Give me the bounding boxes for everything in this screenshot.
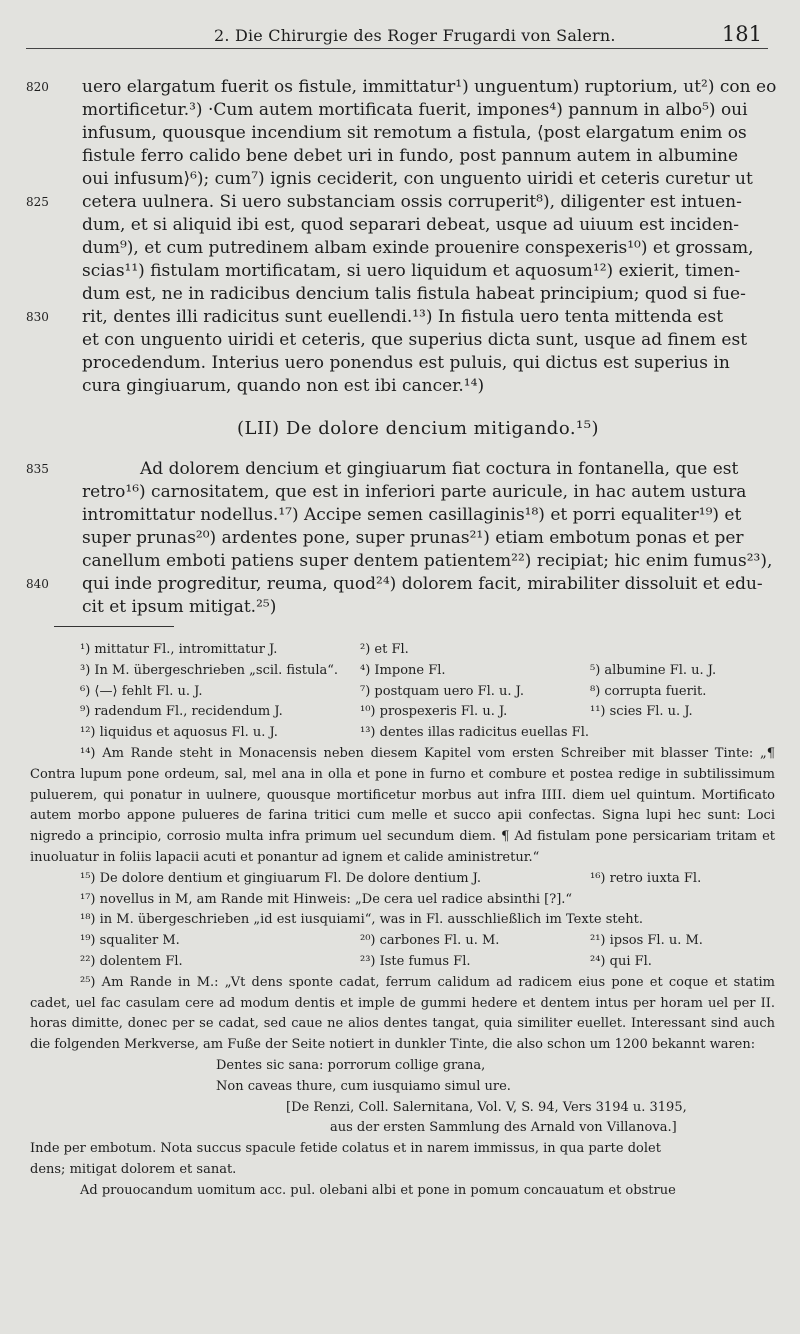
- line-text: dum, et si aliquid ibi est, quod separari debeat, usque ad uiuum est inciden-: [82, 215, 740, 235]
- line-text: mortificetur.³) ·Cum autem mortificata fuerit, impones⁴) pannum in albo⁵) oui: [82, 100, 748, 120]
- line-text: dum est, ne in radicibus dencium talis fistula habeat principium; quod si fue-: [82, 284, 746, 304]
- footnote: ²⁴) qui Fl.: [590, 953, 652, 969]
- footnote: ¹¹) scies Fl. u. J.: [590, 704, 693, 720]
- line-number: 840: [26, 577, 49, 591]
- footnote: ¹⁵) De dolore dentium et gingiuarum Fl. De dolore dentium J.: [80, 870, 482, 886]
- source-citation: aus der ersten Sammlung des Arnald von Villanova.]: [330, 1120, 677, 1136]
- footnote: ²⁰) carbones Fl. u. M.: [360, 933, 500, 949]
- footnote: ⁹) radendum Fl., recidendum J.: [80, 704, 283, 720]
- text-line: [22, 76, 777, 99]
- footnote: ¹²) liquidus et aquosus Fl. u. J.: [80, 725, 278, 741]
- line-text: intromittatur nodellus.¹⁷) Accipe semen casillaginis¹⁸) et porri equaliter¹⁹) et: [82, 505, 742, 525]
- text-line: [22, 527, 774, 550]
- line-text: super prunas²⁰) ardentes pone, super prunas²¹) etiam embotum ponas et per: [82, 528, 744, 548]
- footnote: ⁷) postquam uero Fl. u. J.: [360, 683, 525, 699]
- line-text: infusum, quousque incendium sit remotum a fistula, ⟨post elargatum enim os: [82, 123, 747, 143]
- footnote-continuation: dens; mitigat dolorem et sanat.: [30, 1161, 237, 1177]
- text-line: [22, 481, 774, 504]
- text-line: [22, 168, 774, 191]
- footnote: ¹) mittatur Fl., intromittatur J.: [80, 642, 278, 657]
- line-text: dum⁹), et cum putredinem albam exinde prouenire conspexeris¹⁰) et grossam,: [82, 238, 754, 258]
- line-text: rit, dentes illi radicitus sunt euellendi.¹³) In fistula uero tenta mittenda est: [82, 307, 724, 327]
- line-text: uero elargatum fuerit os fistule, immittatur¹) unguentum) ruptorium, ut²) con eo: [82, 77, 777, 97]
- running-header: [26, 20, 768, 49]
- footnote-18: ¹⁸) in M. übergeschrieben „id est iusquiami“, was in Fl. ausschließlich im Texte steht.: [80, 912, 644, 928]
- line-text: Ad dolorem dencium et gingiuarum fiat coctura in fontanella, que est: [140, 459, 739, 479]
- footnote-row: [30, 952, 775, 973]
- footnote-continuation: Ad prouocandum uomitum acc. pul. olebani albi et pone in pomum concauatum et obstrue: [80, 1182, 676, 1198]
- text-line: [22, 573, 774, 596]
- text-line: [22, 214, 774, 237]
- footnote: ⁴) Impone Fl.: [360, 662, 446, 678]
- line-number: 825: [26, 195, 49, 209]
- footnote: ²) et Fl.: [360, 642, 409, 657]
- footnote-continuation: Inde per embotum. Nota succus spacule fetide colatus et in narem immissus, in qua parte dolet: [30, 1141, 661, 1157]
- footnote-rule: [54, 626, 174, 627]
- footnote-row: [30, 723, 775, 744]
- text-line: [22, 237, 774, 260]
- footnote: ¹⁹) squaliter M.: [80, 933, 180, 949]
- text-line: [22, 329, 774, 352]
- footnote: ⁵) albumine Fl. u. J.: [590, 662, 717, 678]
- text-line: [22, 352, 774, 375]
- text-line: [22, 550, 774, 573]
- running-title: 2. Die Chirurgie des Roger Frugardi von Salern.: [214, 26, 616, 45]
- footnote: ¹³) dentes illas radicitus euellas Fl.: [360, 725, 589, 741]
- text-line: [22, 145, 774, 168]
- footnote: ²²) dolentem Fl.: [80, 953, 183, 969]
- text-line: [22, 260, 774, 283]
- text-line: [22, 191, 774, 214]
- footnote: ¹⁰) prospexeris Fl. u. J.: [360, 704, 508, 720]
- line-number: 820: [26, 80, 49, 94]
- page-number: 181: [721, 22, 762, 46]
- line-text: scias¹¹) fistulam mortificatam, si uero liquidum et aquosum¹²) exierit, timen-: [82, 261, 741, 281]
- main-text: [22, 76, 777, 619]
- footnote-25: ²⁵) Am Rande in M.: „Vt dens sponte cadat, ferrum calidum ad radicem eius pone et coque et statim cadet, uel fac casulam cere ad modum dentis et imple de gummi hedere et dentem intus per horam uel per II. horas dimitte, donec per se cadat, sed caue ne alios dentes tangat, quia similiter euellet. Interessant sind auch die folgenden Merkverse, am Fuße der Seite notiert in dunkler Tinte, die also schon um 1200 bekannt waren:: [30, 974, 775, 1053]
- line-text: retro¹⁶) carnositatem, que est in inferiori parte auricule, in hac autem ustura: [82, 482, 747, 502]
- text-line: [22, 596, 774, 619]
- line-text: cetera uulnera. Si uero substanciam ossis corruperit⁸), diligenter est intuen-: [82, 192, 742, 212]
- footnote: ¹⁶) retro iuxta Fl.: [590, 870, 702, 886]
- footnote-row: [30, 869, 775, 890]
- footnote: ⁸) corrupta fuerit.: [590, 683, 707, 699]
- line-text: cura gingiuarum, quando non est ibi cancer.¹⁴): [82, 376, 485, 396]
- footnote: ³) In M. übergeschrieben „scil. fistula“.: [80, 662, 339, 678]
- text-line: [22, 504, 774, 527]
- line-text: canellum emboti patiens super dentem patientem²²) recipiat; hic enim fumus²³),: [82, 551, 773, 571]
- line-text: qui inde progreditur, reuma, quod²⁴) dolorem facit, mirabiliter dissoluit et edu-: [82, 574, 763, 594]
- text-line: [22, 375, 774, 398]
- line-text: fistule ferro calido bene debet uri in fundo, post pannum autem in albumine: [82, 146, 739, 166]
- verse-line: Non caveas thure, cum iusquiamo simul ure.: [216, 1078, 511, 1094]
- footnote-17: ¹⁷) novellus in M, am Rande mit Hinweis: „De cera uel radice absinthi [?].“: [80, 891, 573, 907]
- footnote-14: ¹⁴) Am Rande steht in Monacensis neben diesem Kapitel vom ersten Schreiber mit blasser Tinte: „¶ Contra lupum pone ordeum, sal, mel ana in olla et pone in furno et combure et postea redige in subtilissimum puluerem, qui ponatur in uulnere, quousque mortificetur morbus aut infra IIII. diem uel quintum. Mortificato autem morbo appone pulueres de farina tritici cum melle et succo apii confectas. Signa lupi hec sunt: Loci nigredo a principio, corrosio multa infra primum uel secundum diem. ¶ Ad fistulam pone persicariam tritam et inuoluatur in foliis lapacii acuti et ponantur ad ignem et calide aministretur.“: [30, 745, 775, 865]
- text-line: [22, 283, 774, 306]
- footnote-row: [30, 702, 775, 723]
- text-line: [22, 99, 774, 122]
- footnote: ²¹) ipsos Fl. u. M.: [590, 933, 703, 949]
- text-line: [22, 458, 774, 481]
- section-heading: (LII) De dolore dencium mitigando.¹⁵): [236, 418, 600, 439]
- line-number: 830: [26, 310, 49, 324]
- footnote-row: [30, 931, 775, 952]
- footnote: ⁶) ⟨—⟩ fehlt Fl. u. J.: [80, 683, 203, 699]
- line-number: 835: [26, 462, 49, 476]
- text-line: [22, 306, 774, 329]
- verse-line: Dentes sic sana: porrorum collige grana,: [216, 1057, 486, 1073]
- footnote-row: [30, 640, 775, 661]
- footnotes: [30, 640, 775, 1202]
- text-line: [22, 122, 774, 145]
- footnote-row: [30, 661, 775, 682]
- footnote: ²³) Iste fumus Fl.: [360, 953, 471, 969]
- line-text: oui infusum⟩⁶); cum⁷) ignis ceciderit, con unguento uiridi et ceteris curetur ut: [82, 169, 753, 189]
- source-citation: [De Renzi, Coll. Salernitana, Vol. V, S. 94, Vers 3194 u. 3195,: [286, 1099, 687, 1115]
- line-text: procedendum. Interius uero ponendus est puluis, qui dictus est superius in: [82, 353, 730, 373]
- footnote-row: [30, 682, 775, 703]
- line-text: et con unguento uiridi et ceteris, que superius dicta sunt, usque ad finem est: [82, 330, 748, 350]
- line-text: cit et ipsum mitigat.²⁵): [82, 597, 277, 617]
